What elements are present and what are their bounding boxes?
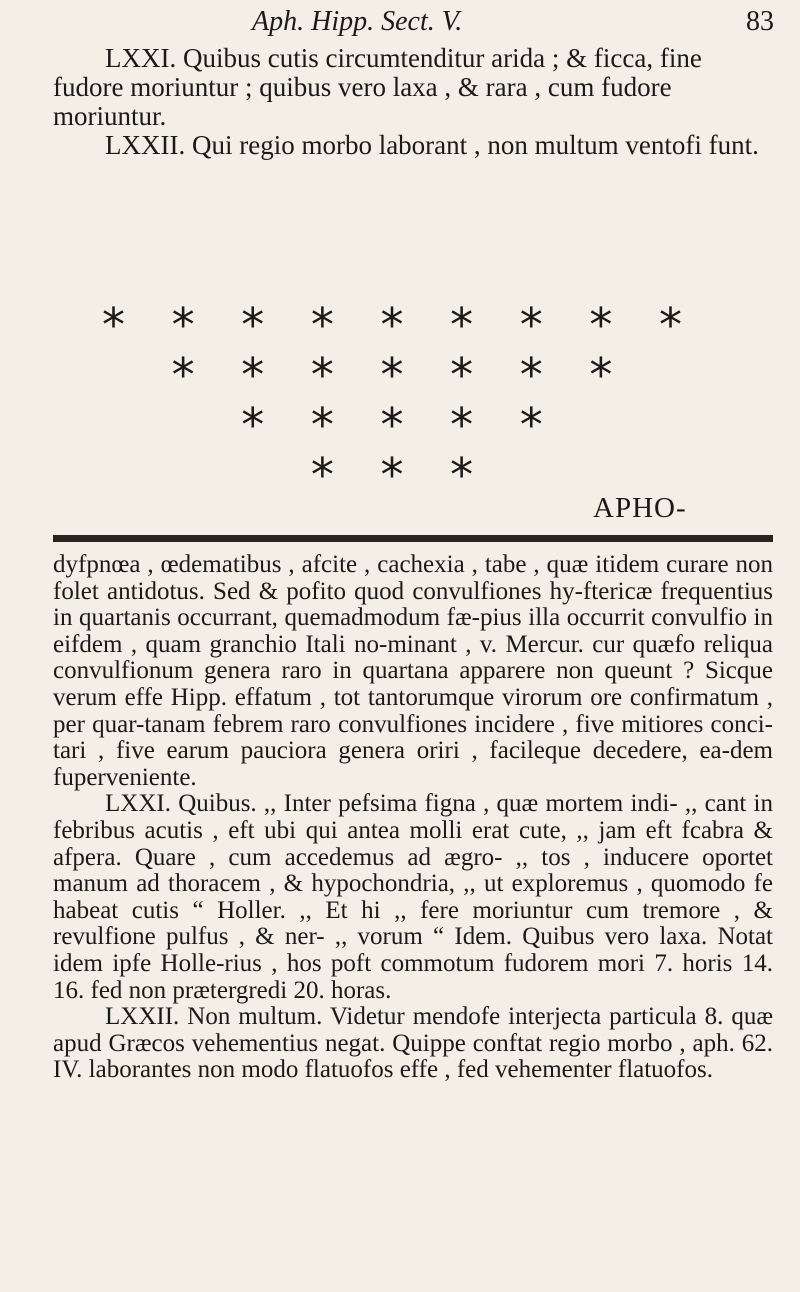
- aphorism-72: LXXII. Qui regio morbo laborant , non multum ventofi funt.: [105, 130, 759, 160]
- asterism-ornament: [0, 300, 800, 510]
- asterism-row: * * * * * * *: [171, 348, 629, 402]
- aphorisms-section: [53, 44, 773, 160]
- asterism-row: * * *: [310, 448, 490, 502]
- page-header: [0, 4, 800, 42]
- commentary-71: LXXI. Quibus. ,, Inter pefsima figna , quæ mortem indi- ,, cant in febribus acutis , eft ubi qui antea molli erat cute, ,, jam eft fcabra & afpera. Quare , cum accedemus ad ægro- ,, tos , inducere oportet manum ad thoracem , & hypochondria, ,, ut exploremus , quomodo fe habeat cutis “ Holler. ,, Et hi ,, fere moriuntur cum tremore , & revulfione pulfus , & ner- ,, vorum “ Idem. Quibus vero laxa. Notat idem ipfe Holle-rius , hos poft commotum fudorem mori 7. horis 14. 16. fed non prætergredi 20. horas.: [53, 790, 773, 1004]
- running-head: Aph. Hipp. Sect. V.: [252, 6, 463, 37]
- commentary-continuation: dyfpnœa , œdematibus , afcite , cachexia , tabe , quæ itidem curare non folet antidotus. Sed & pofito quod convulfiones hy-ftericæ frequentius in quartanis occurrant, quemadmodum fæ-pius illa occurrit convulfio in eifdem , quam granchio Itali no-minant , v. Mercur. cur quæfo reliqua convulfionum genera raro in quartana apparere non queunt ? Sicque verum effe Hipp. effatum , tot tantorumque virorum ore confirmatum , per quar-tanam febrem raro convulfiones incidere , five mitiores conci-tari , five earum pauciora genera oriri , facileque decedere, ea-dem fuperveniente.: [53, 551, 773, 791]
- page-number: 83: [746, 6, 774, 37]
- asterism-row: * * * * * * * * *: [102, 298, 698, 352]
- section-rule: [53, 535, 773, 542]
- commentary-72: LXXII. Non multum. Videtur mendofe interjecta particula 8. quæ apud Græcos vehementius negat. Quippe conftat regio morbo , aph. 62. IV. laborantes non modo flatuofos effe , fed vehementer flatuofos.: [53, 1003, 773, 1084]
- catchword: APHO-: [593, 492, 687, 524]
- aphorism-71: LXXI. Quibus cutis circumtenditur arida ; & ficca, fine fudore moriuntur ; quibus vero laxa , & rara , cum fudore moriuntur.: [53, 43, 702, 131]
- commentary-section: [53, 552, 773, 1084]
- asterism-row: * * * * *: [241, 398, 559, 452]
